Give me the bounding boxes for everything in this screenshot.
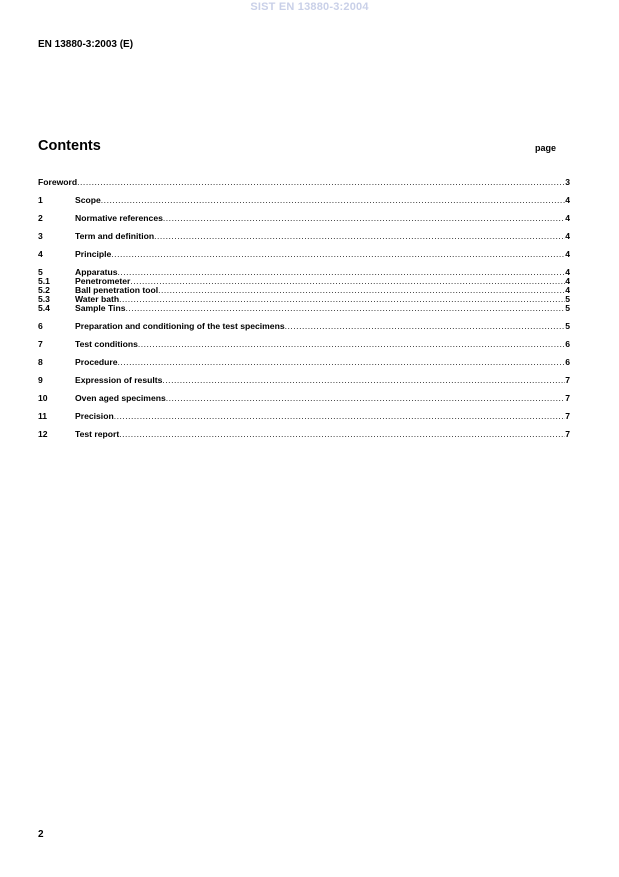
toc-entry-title: Ball penetration tool — [75, 285, 159, 295]
toc-entry-page: 6 — [565, 357, 570, 367]
toc-entry-page: 4 — [565, 231, 570, 241]
toc-leader-dots — [130, 277, 565, 286]
contents-heading: Contents — [38, 138, 101, 154]
toc-entry-number: 11 — [38, 411, 48, 421]
toc-entry-number: 10 — [38, 393, 48, 403]
page-column-label: page — [535, 143, 557, 153]
toc-entry-title: Foreword — [38, 177, 78, 187]
toc-entry-number: 12 — [38, 429, 48, 439]
toc-leader-dots — [77, 178, 565, 187]
toc-leader-dots — [119, 295, 565, 304]
toc-entry-title: Expression of results — [75, 375, 163, 385]
toc-leader-dots — [154, 232, 565, 241]
toc-leader-dots — [163, 214, 565, 223]
toc-entry-number: 4 — [38, 249, 43, 259]
toc-entry-title: Procedure — [75, 357, 118, 367]
toc-entry-title: Test conditions — [75, 339, 138, 349]
toc-entry-title: Water bath — [75, 294, 120, 304]
toc-entry-expression-of-results[interactable] — [38, 376, 570, 385]
toc-leader-dots — [125, 304, 565, 313]
toc-entry-test-report[interactable] — [38, 430, 570, 439]
toc-entry-number: 5.1 — [38, 276, 50, 286]
toc-entry-title: Normative references — [75, 213, 163, 223]
toc-leader-dots — [158, 286, 565, 295]
toc-entry-title: Preparation and conditioning of the test specimens — [75, 321, 285, 331]
toc-entry-page: 6 — [565, 339, 570, 349]
toc-entry-scope[interactable] — [38, 196, 570, 205]
toc-entry-title: Principle — [75, 249, 112, 259]
toc-leader-dots — [119, 430, 565, 439]
toc-leader-dots — [111, 250, 565, 259]
toc-entry-title: Sample Tins — [75, 303, 126, 313]
toc-entry-page: 7 — [565, 375, 570, 385]
toc-entry-number: 8 — [38, 357, 43, 367]
toc-entry-page: 4 — [565, 276, 570, 286]
toc-entry-number: 5.2 — [38, 285, 50, 295]
document-id: EN 13880-3:2003 (E) — [38, 39, 134, 50]
toc-entry-title: Apparatus — [75, 267, 118, 277]
toc-entry-title: Oven aged specimens — [75, 393, 166, 403]
toc-entry-page: 4 — [565, 285, 570, 295]
toc-leader-dots — [118, 358, 566, 367]
toc-entry-title: Term and definition — [75, 231, 155, 241]
toc-entry-foreword[interactable] — [38, 178, 570, 187]
toc-entry-normative-references[interactable] — [38, 214, 570, 223]
toc-entry-page: 5 — [565, 294, 570, 304]
toc-entry-test-conditions[interactable] — [38, 340, 570, 349]
toc-entry-page: 3 — [565, 177, 570, 187]
toc-entry-page: 7 — [565, 393, 570, 403]
toc-leader-dots — [118, 268, 566, 277]
toc-entry-number: 6 — [38, 321, 43, 331]
toc-entry-page: 7 — [565, 411, 570, 421]
toc-entry-page: 4 — [565, 213, 570, 223]
table-of-contents — [38, 178, 570, 439]
toc-entry-page: 5 — [565, 303, 570, 313]
toc-entry-term-and-definition[interactable] — [38, 232, 570, 241]
toc-entry-number: 5 — [38, 267, 43, 277]
toc-entry-number: 2 — [38, 213, 43, 223]
toc-entry-number: 5.3 — [38, 294, 50, 304]
toc-entry-preparation-and-conditioning[interactable] — [38, 322, 570, 331]
toc-entry-precision[interactable] — [38, 412, 570, 421]
toc-entry-sample-tins[interactable] — [38, 304, 570, 313]
toc-entry-title: Scope — [75, 195, 101, 205]
page-number: 2 — [38, 829, 44, 840]
toc-entry-procedure[interactable] — [38, 358, 570, 367]
toc-entry-oven-aged-specimens[interactable] — [38, 394, 570, 403]
toc-leader-dots — [138, 340, 565, 349]
toc-leader-dots — [114, 412, 566, 421]
toc-leader-dots — [101, 196, 565, 205]
toc-entry-page: 4 — [565, 267, 570, 277]
toc-entry-title: Penetrometer — [75, 276, 131, 286]
toc-entry-title: Precision — [75, 411, 114, 421]
toc-entry-page: 5 — [565, 321, 570, 331]
toc-entry-number: 5.4 — [38, 303, 50, 313]
toc-entry-page: 7 — [565, 429, 570, 439]
toc-entry-principle[interactable] — [38, 250, 570, 259]
toc-entry-page: 4 — [565, 195, 570, 205]
toc-entry-page: 4 — [565, 249, 570, 259]
toc-entry-number: 7 — [38, 339, 43, 349]
toc-leader-dots — [285, 322, 566, 331]
watermark-text: SIST EN 13880-3:2004 — [250, 1, 369, 13]
toc-entry-number: 9 — [38, 375, 43, 385]
toc-entry-number: 1 — [38, 195, 43, 205]
toc-leader-dots — [166, 394, 565, 403]
toc-entry-title: Test report — [75, 429, 120, 439]
toc-leader-dots — [162, 376, 565, 385]
toc-entry-number: 3 — [38, 231, 43, 241]
